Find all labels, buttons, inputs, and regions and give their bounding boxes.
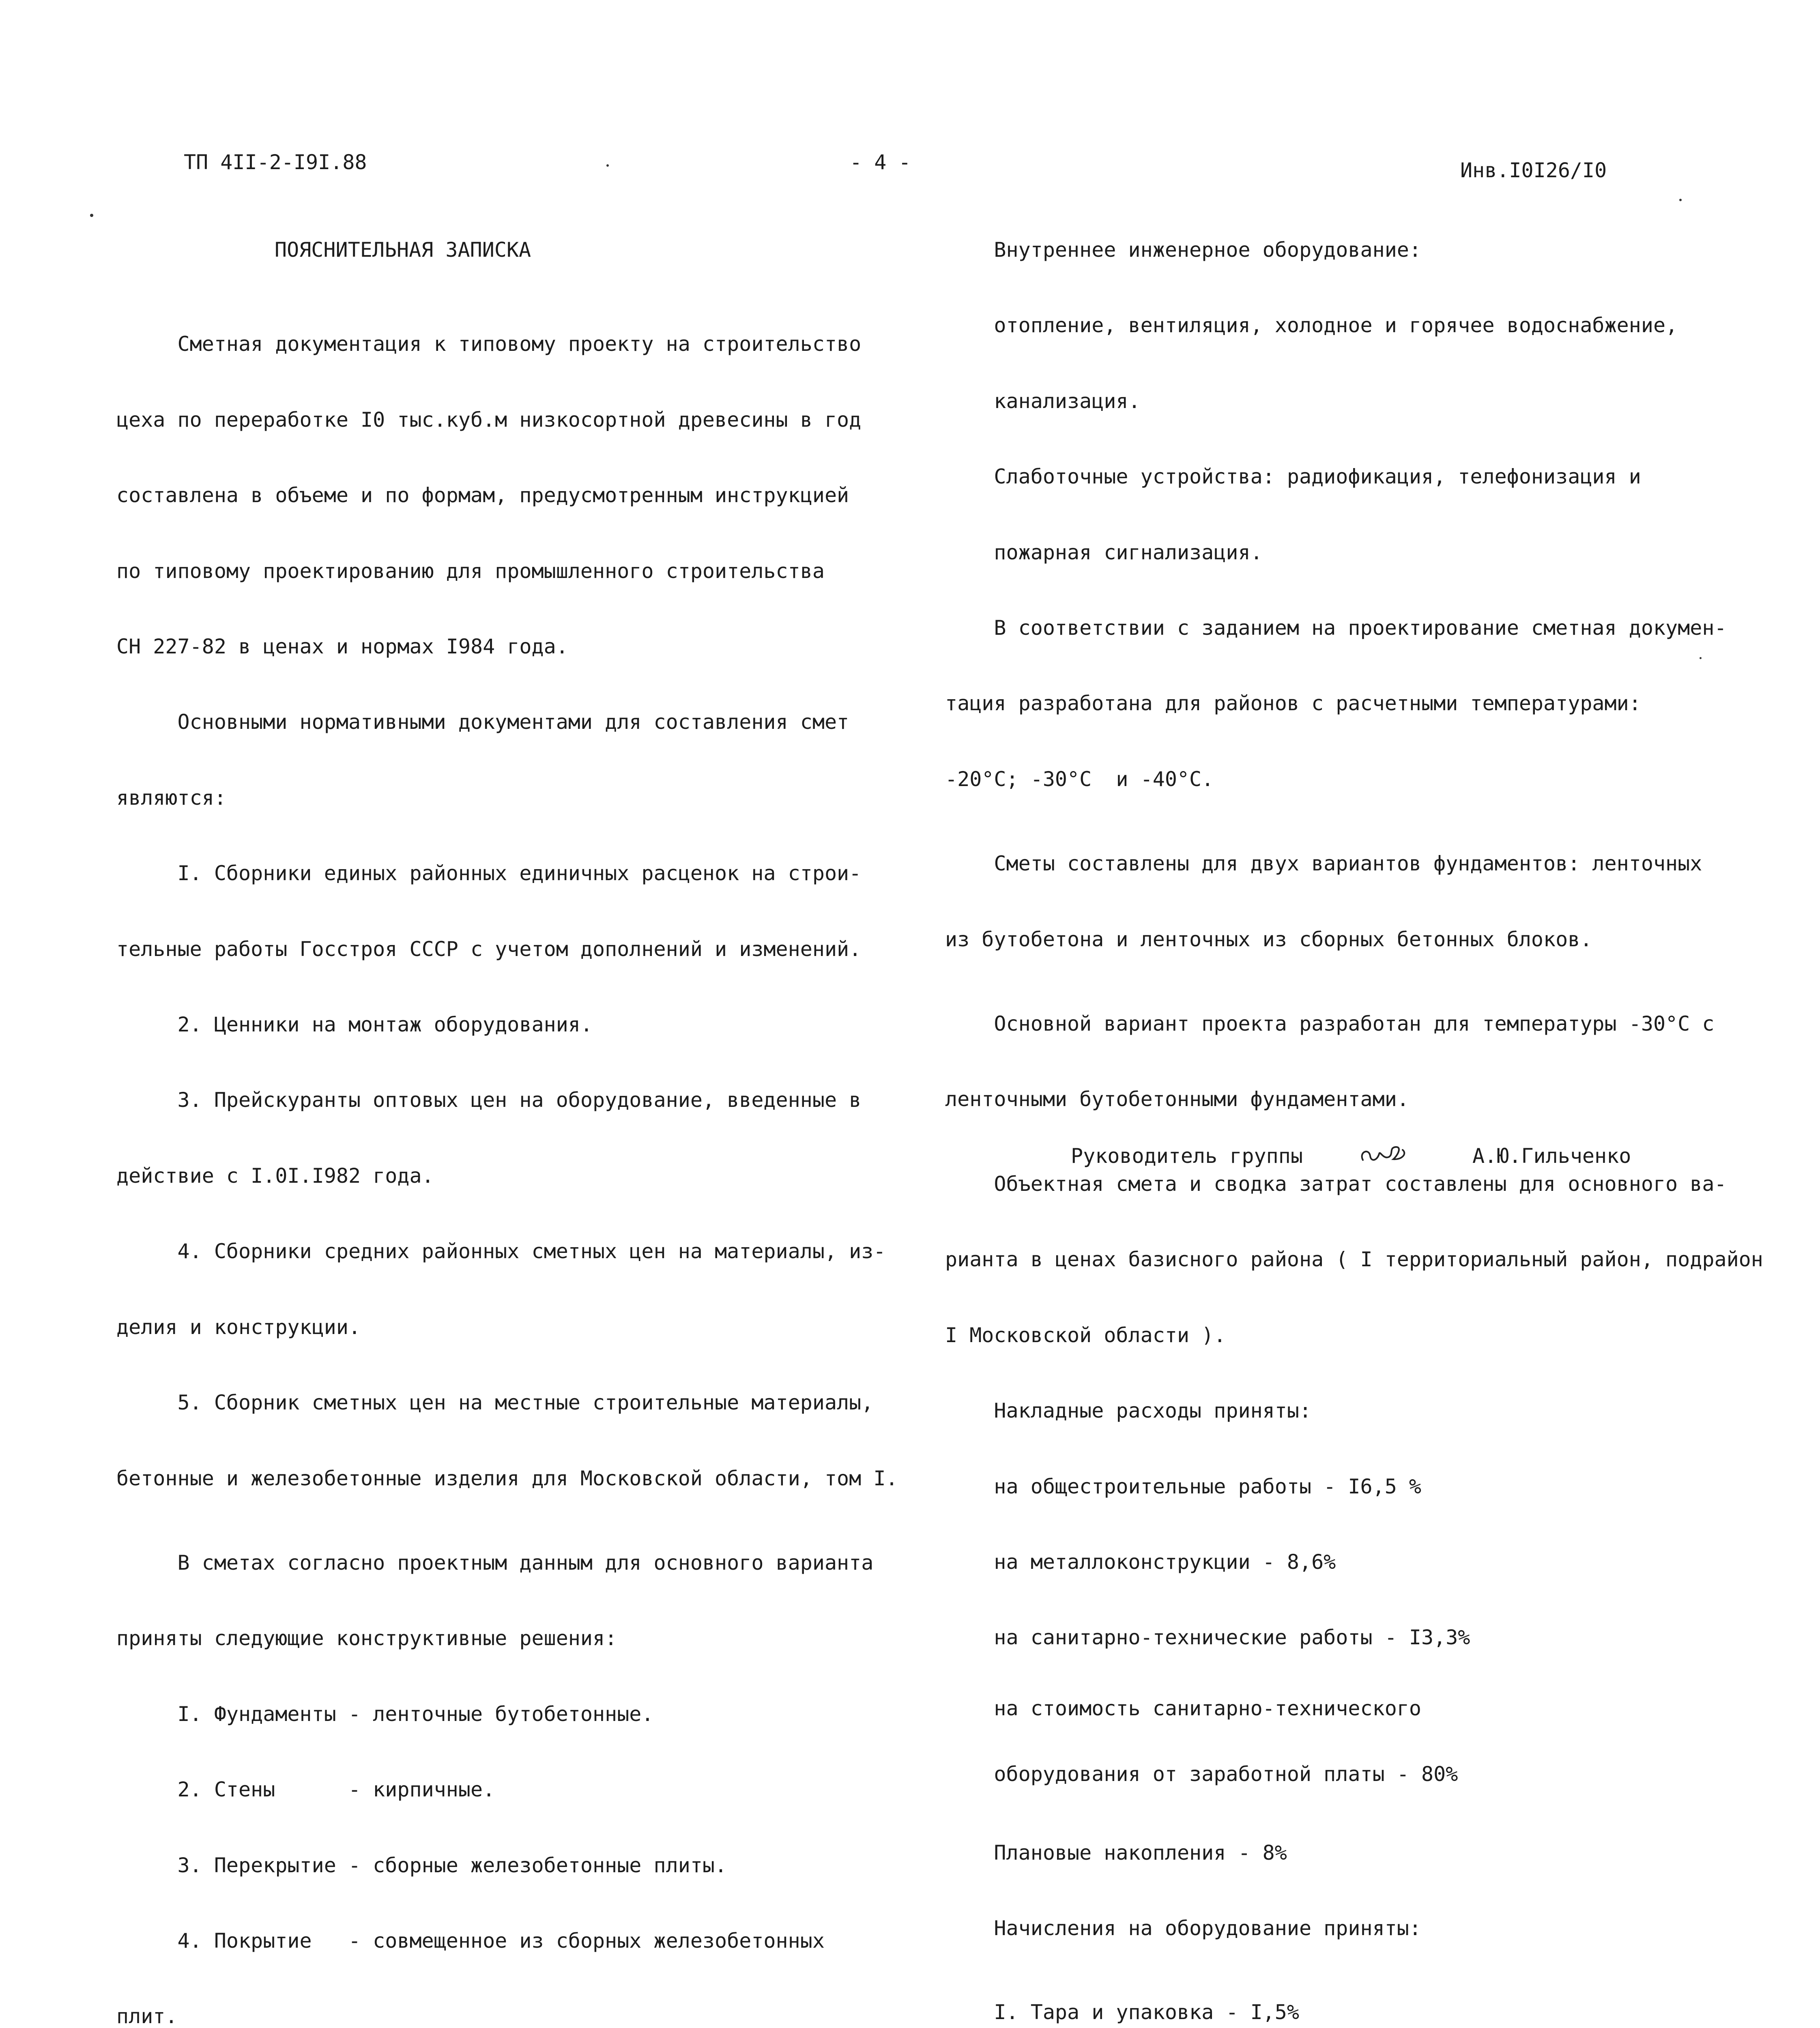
text-line: пожарная сигнализация. [945,540,1263,564]
text-line: из бутобетона и ленточных из сборных бетонных блоков. [945,927,1592,951]
text-line: Слаботочные устройства: радиофикация, телефонизация и [945,465,1641,489]
text-line: I. Фундаменты - ленточные бутобетонные. [116,1702,654,1726]
scan-speck [606,164,609,167]
text-line: Начисления на оборудование приняты: [945,1916,1421,1940]
text-line: делия и конструкции. [116,1315,361,1339]
text-line: Основной вариант проекта разработан для температуры -30°C с [945,1012,1715,1036]
text-line: на санитарно-технические работы - I3,3% [945,1626,1470,1650]
text-line: Сметы составлены для двух вариантов фундаментов: ленточных [945,852,1702,876]
text-line: Сметная документация к типовому проекту на строительство [116,332,862,356]
text-line: рианта в ценах базисного района ( I территориальный район, подрайон [945,1248,1763,1272]
text-line: -20°C; -30°C и -40°C. [945,767,1214,791]
text-line: Внутреннее инженерное оборудование: [945,238,1421,262]
text-line: плит. [116,2004,178,2028]
right-column [945,189,1763,2028]
text-line: 3. Перекрытие - сборные железобетонные плиты. [116,1853,727,1877]
handwritten-signature [1355,1132,1436,1172]
signature-name: А.Ю.Гильченко [1472,1144,1631,1168]
text-line: по типовому проектированию для промышленного строительства [116,559,825,583]
text-line: Объектная смета и сводка затрат составлены для основного ва- [945,1172,1727,1196]
scan-speck [1700,657,1702,659]
page-title: ПОЯСНИТЕЛЬНАЯ ЗАПИСКА [275,238,531,262]
text-line: на стоимость санитарно-технического [945,1696,1421,1720]
text-line: составлена в объеме и по формам, предусмотренным инструкцией [116,483,849,507]
text-line: 4. Сборники средних районных сметных цен на материалы, из- [116,1240,886,1263]
text-line: СН 227-82 в ценах и нормах I984 года. [116,635,568,659]
text-line: 2. Стены - кирпичные. [116,1778,495,1802]
text-line: ленточными бутобетонными фундаментами. [945,1087,1409,1111]
document-code: ТП 4II-2-I9I.88 [184,150,367,174]
text-line: В сметах согласно проектным данным для основного варианта [116,1551,874,1575]
text-line: I. Сборники единых районных единичных расценок на строи- [116,861,862,885]
text-line: оборудования от заработной платы - 80% [945,1762,1458,1786]
text-line: на металлоконструкции - 8,6% [945,1550,1336,1574]
text-line: Основными нормативными документами для составления смет [116,710,849,734]
signature-role: Руководитель группы [1071,1144,1303,1168]
text-line: тация разработана для районов с расчетными температурами: [945,692,1641,715]
text-line: I Московской области ). [945,1323,1226,1347]
text-line: канализация. [945,389,1141,413]
scan-speck [1679,199,1682,201]
text-line: 2. Ценники на монтаж оборудования. [116,1013,593,1037]
text-line: приняты следующие конструктивные решения: [116,1626,617,1650]
text-line: действие с I.0I.I982 года. [116,1164,434,1188]
text-line: Накладные расходы приняты: [945,1399,1312,1423]
text-line: на общестроительные работы - I6,5 % [945,1474,1421,1498]
text-line: Плановые накопления - 8% [945,1841,1287,1865]
text-line: I. Тара и упаковка - I,5% [945,2000,1299,2024]
text-line: 5. Сборник сметных цен на местные строительные материалы, [116,1391,874,1415]
text-line: являются: [116,786,226,810]
text-line: тельные работы Госстроя СССР с учетом дополнений и изменений. [116,937,862,961]
text-line: 4. Покрытие - совмещенное из сборных железобетонных [116,1929,825,1953]
text-line: цеха по переработке I0 тыс.куб.м низкосортной древесины в год [116,408,862,432]
text-line: бетонные и железобетонные изделия для Московской области, том I. [116,1466,898,1490]
left-column [116,189,898,2028]
text-line: отопление, вентиляция, холодное и горячее водоснабжение, [945,314,1678,337]
page-number: - 4 - [850,150,911,174]
text-line: 3. Прейскуранты оптовых цен на оборудование, введенные в [116,1088,862,1112]
scan-speck [90,214,93,217]
text-line: В соответствии с заданием на проектирование сметная докумен- [945,616,1727,640]
inventory-number: Инв.I0I26/I0 [1460,159,1607,182]
